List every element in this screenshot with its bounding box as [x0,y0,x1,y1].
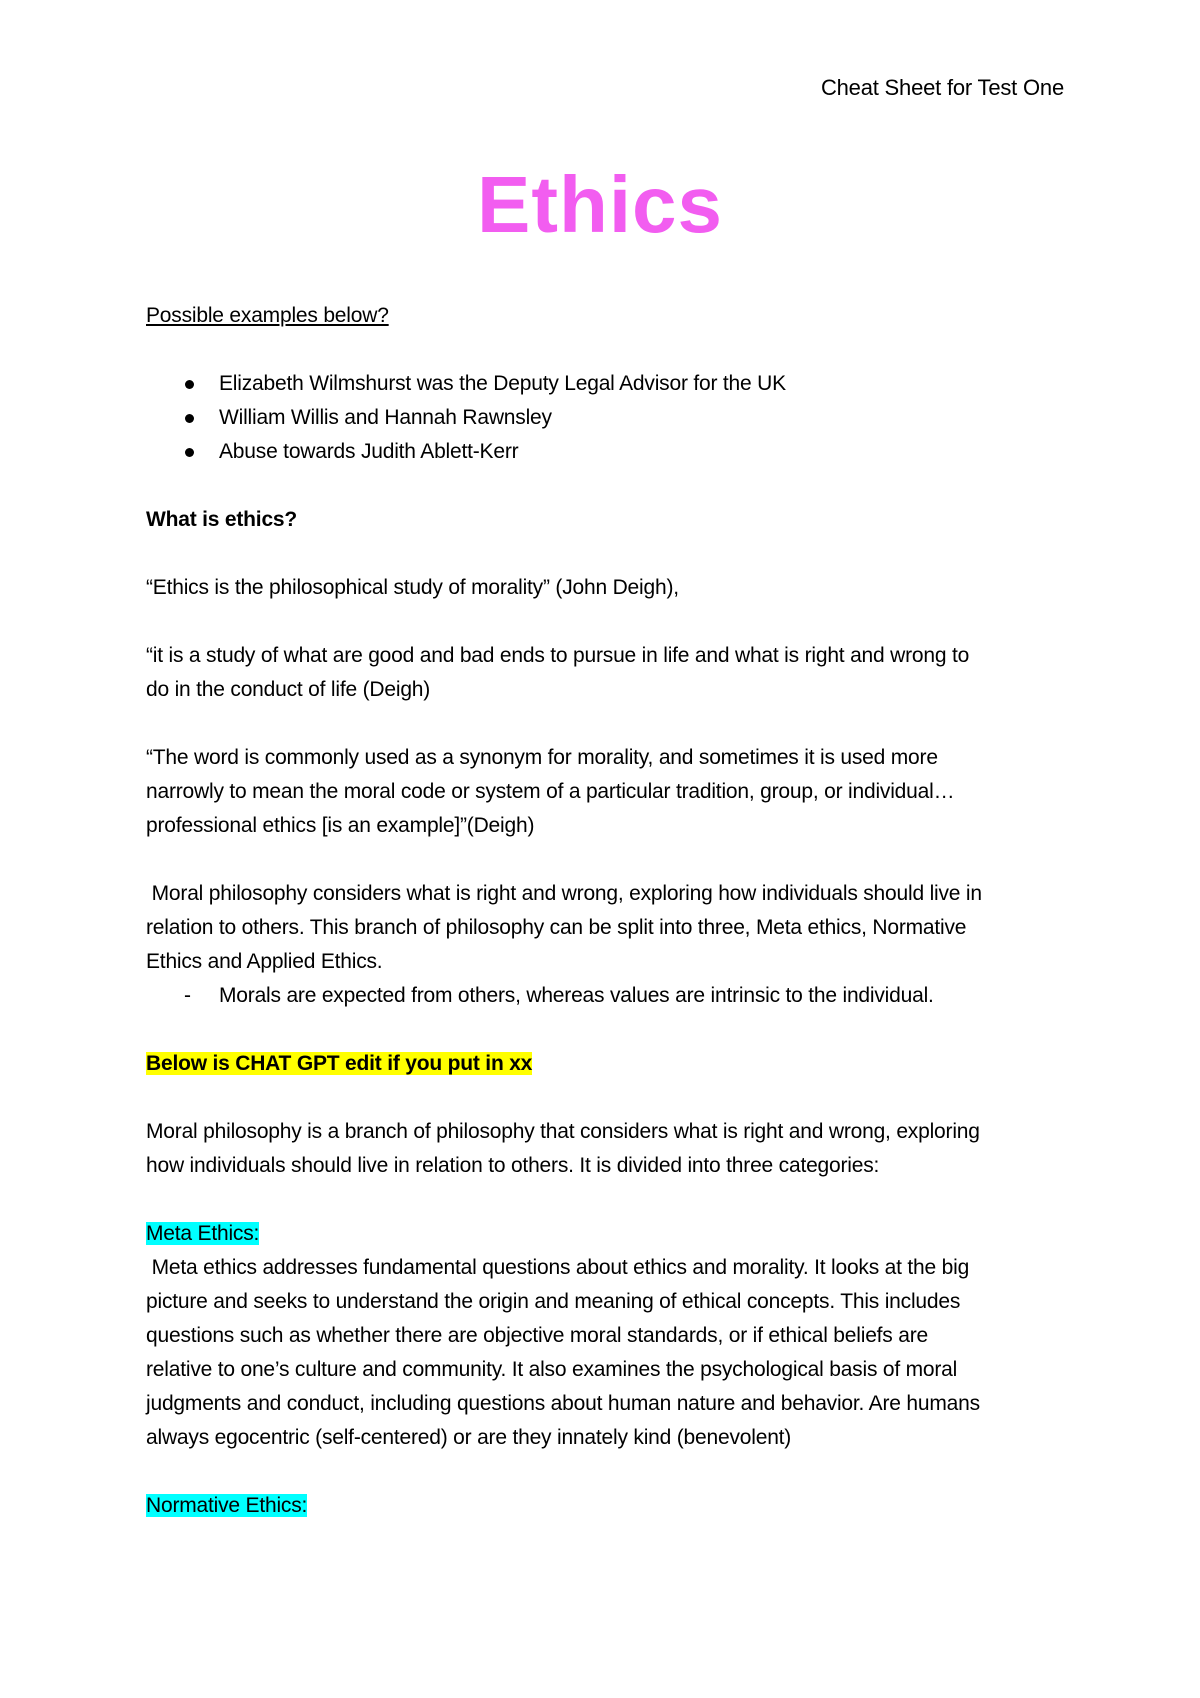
list-item: Elizabeth Wilmshurst was the Deputy Legal Advisor for the UK [146,367,1066,401]
list-item: Abuse towards Judith Ablett-Kerr [146,435,1066,469]
meta-ethics-line1: Meta ethics addresses fundamental questions about ethics and morality. It looks at the big [146,1256,970,1279]
meta-ethics-heading: Meta Ethics: [146,1222,260,1245]
what-is-ethics-heading: What is ethics? [146,508,298,531]
quote-deigh-2-line2: do in the conduct of life (Deigh) [146,678,431,701]
quote-deigh-2-line1: “it is a study of what are good and bad ends to pursue in life and what is right and wrong to [146,644,970,667]
chatgpt-heading: Below is CHAT GPT edit if you put in xx [146,1052,533,1075]
meta-ethics-line4: relative to one’s culture and community. It also examines the psychological basis of moral [146,1358,958,1381]
meta-ethics-line3: questions such as whether there are objective moral standards, or if ethical beliefs are [146,1324,928,1347]
examples-heading: Possible examples below? [146,304,389,327]
document-body [146,299,1066,1523]
moral-philosophy-line2: relation to others. This branch of philosophy can be split into three, Meta ethics, Normative [146,916,967,939]
quote-deigh-1: “Ethics is the philosophical study of morality” (John Deigh), [146,576,679,599]
dash-icon: - [184,984,191,1007]
dash-list-item: - Morals are expected from others, whereas values are intrinsic to the individual. [146,979,1066,1013]
quote-deigh-3-line2: narrowly to mean the moral code or system of a particular tradition, group, or individual… [146,780,955,803]
quote-deigh-3-line3: professional ethics [is an example]”(Deigh) [146,814,535,837]
quote-deigh-3-line1: “The word is commonly used as a synonym for morality, and sometimes it is used more [146,746,938,769]
normative-ethics-heading: Normative Ethics: [146,1494,308,1517]
bullet-icon [185,448,194,457]
bullet-icon [185,380,194,389]
meta-ethics-line6: always egocentric (self-centered) or are they innately kind (benevolent) [146,1426,792,1449]
page-header: Cheat Sheet for Test One [820,75,1064,100]
moral-philosophy-line3: Ethics and Applied Ethics. [146,950,383,973]
bullet-icon [185,414,194,423]
list-item: William Willis and Hannah Rawnsley [146,401,1066,435]
examples-list [146,367,1066,469]
document-title: Ethics [476,160,724,249]
moral-philosophy-line1: Moral philosophy considers what is right and wrong, exploring how individuals should live in [146,882,982,905]
chatgpt-line2: how individuals should live in relation to others. It is divided into three categories: [146,1154,880,1177]
meta-ethics-line5: judgments and conduct, including questions about human nature and behavior. Are humans [146,1392,980,1415]
meta-ethics-line2: picture and seeks to understand the origin and meaning of ethical concepts. This includes [146,1290,961,1313]
chatgpt-line1: Moral philosophy is a branch of philosophy that considers what is right and wrong, exploring [146,1120,980,1143]
